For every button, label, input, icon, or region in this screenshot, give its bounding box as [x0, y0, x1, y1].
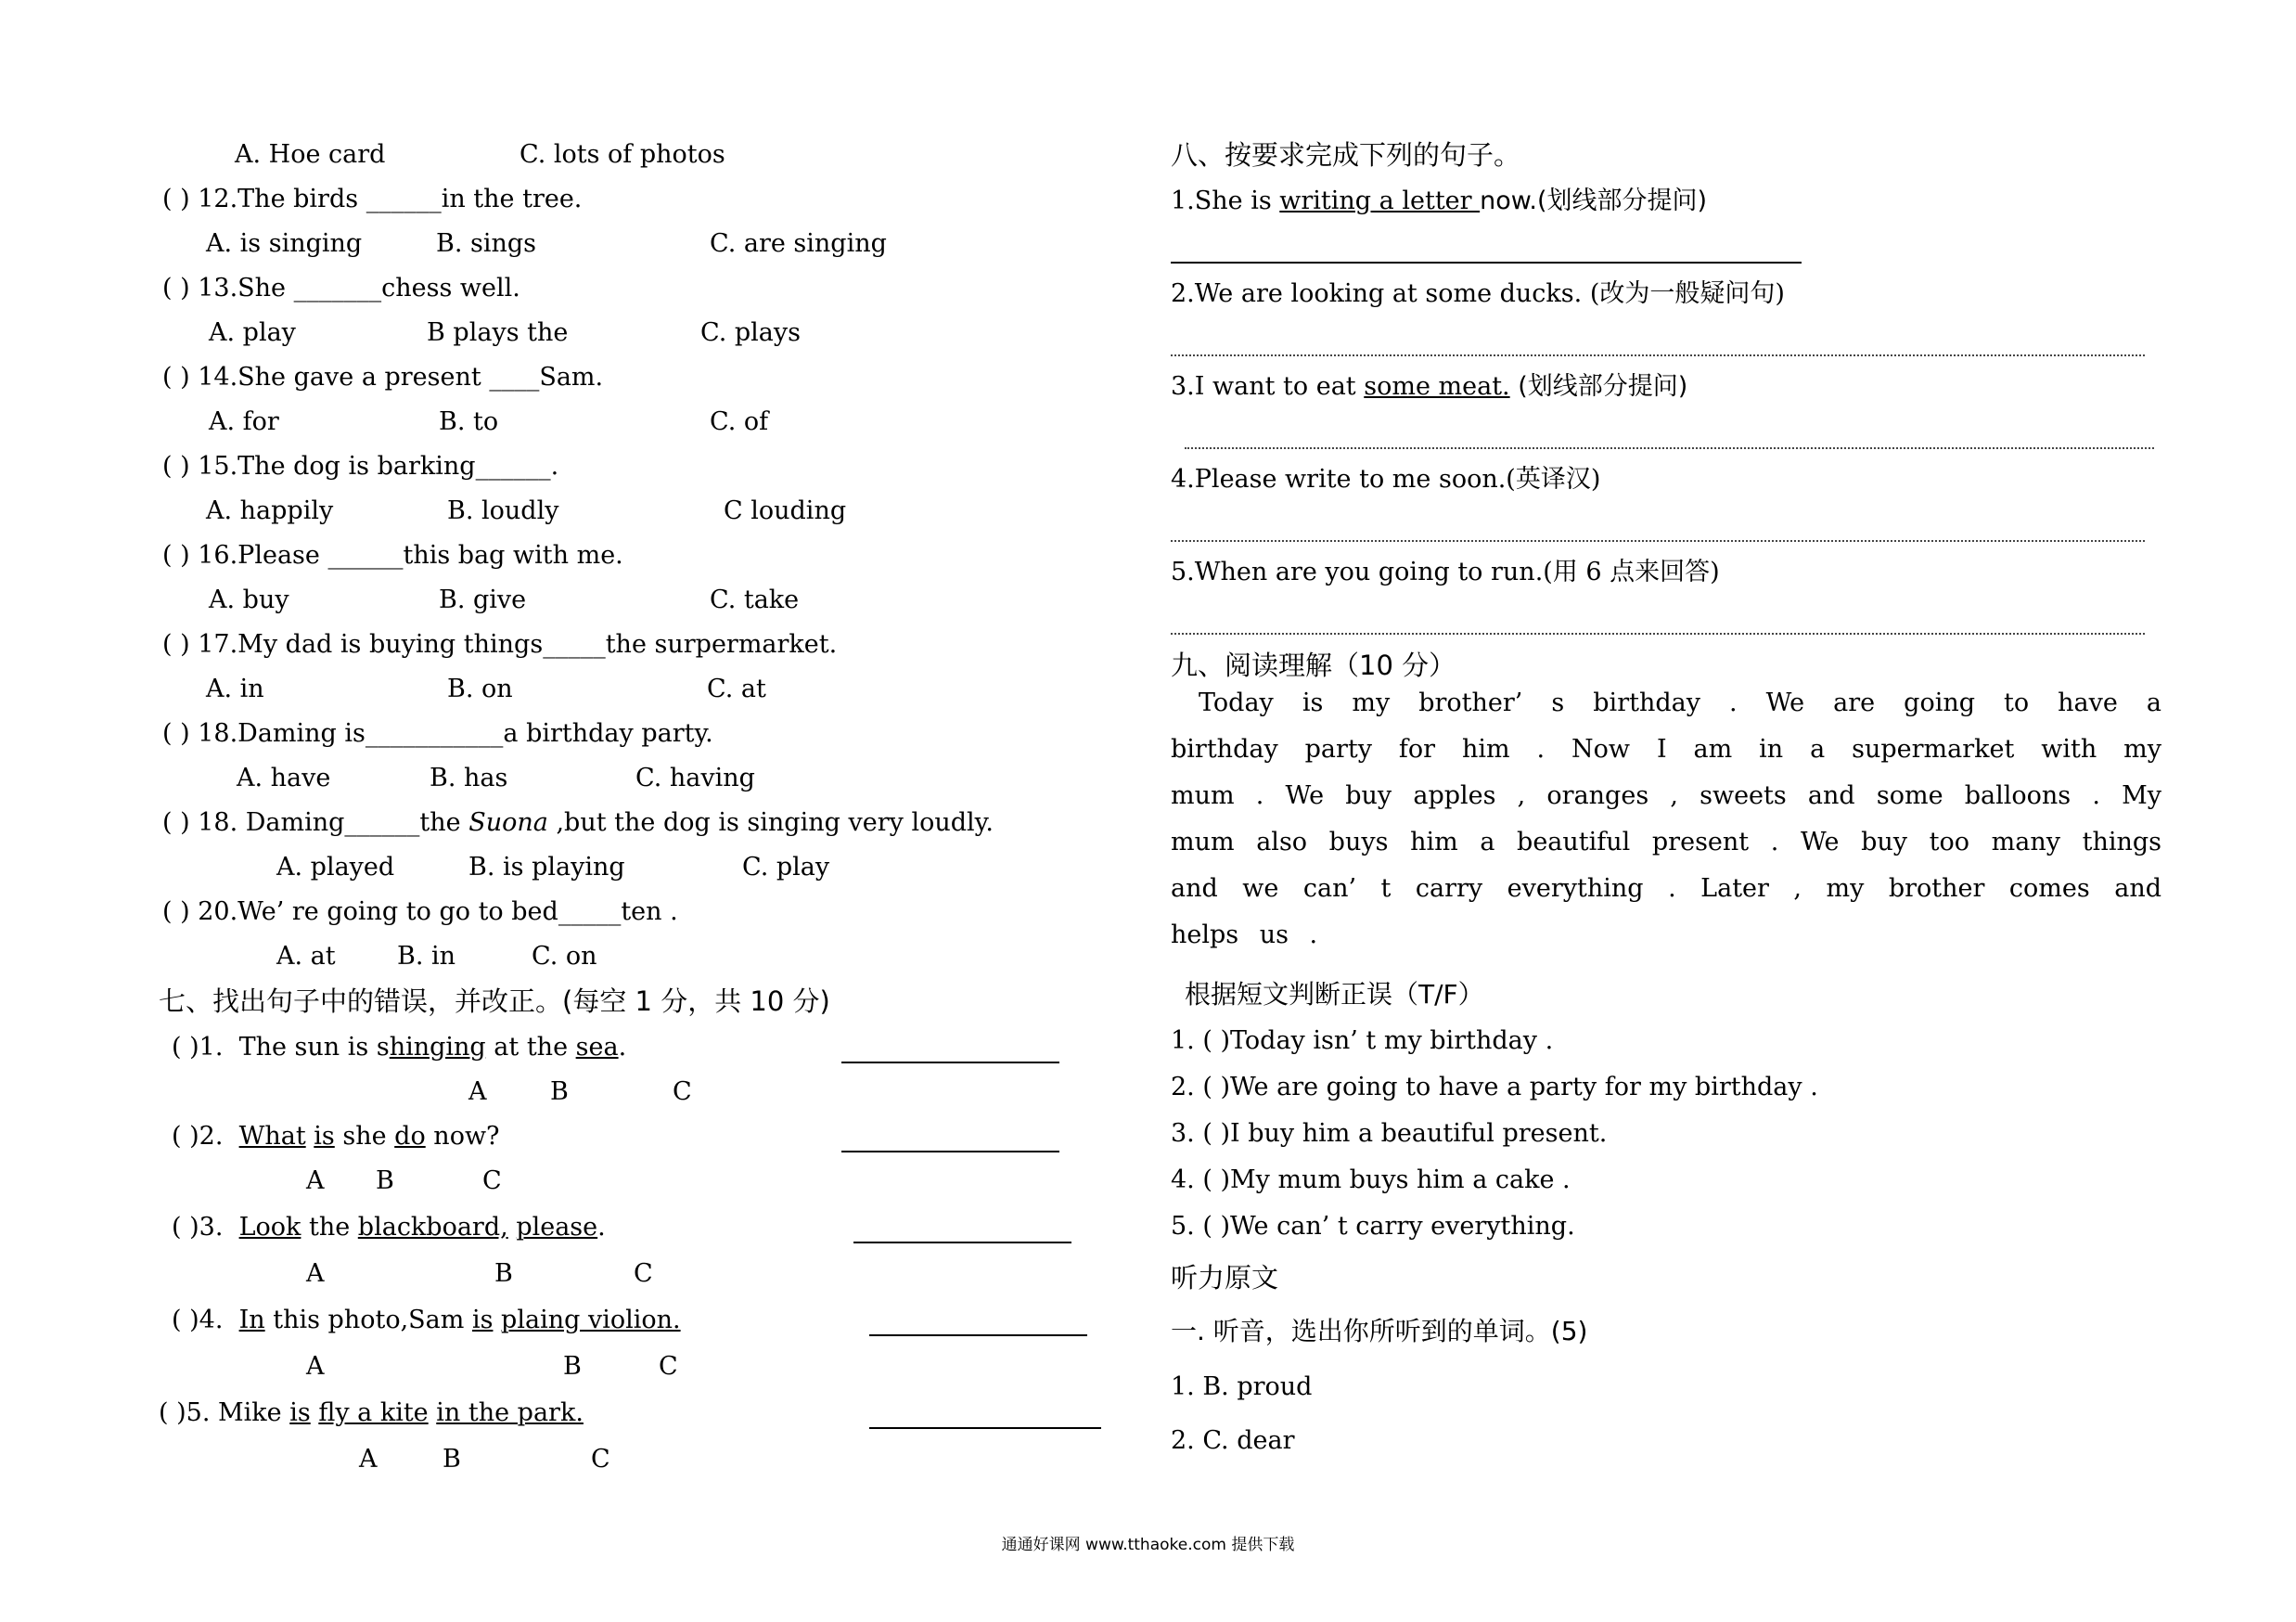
- item-number: ( )2.: [172, 1122, 224, 1151]
- part-label-c: C: [591, 1445, 610, 1474]
- sentence-text: the: [301, 1213, 358, 1242]
- question-14: [162, 362, 603, 393]
- underlined-part-c: sea: [575, 1033, 619, 1062]
- question-number: ( ) 13.: [162, 274, 238, 303]
- sentence-text: now?: [425, 1122, 500, 1151]
- q11-option-c: C. lots of photos: [519, 140, 725, 169]
- answer-line[interactable]: [853, 1242, 1071, 1243]
- question-number: ( ) 16.: [162, 541, 238, 570]
- option-b: B. is playing: [468, 853, 625, 882]
- underlined-part-a: hinging: [389, 1033, 486, 1062]
- task-1: [1171, 186, 1707, 217]
- underlined-part-b: is: [314, 1122, 335, 1151]
- option-c: C. are singing: [710, 229, 887, 258]
- question-number: ( ) 20.: [162, 897, 238, 926]
- question-text: in the tree.: [441, 185, 583, 213]
- option-c: C. at: [707, 675, 766, 703]
- question-text: We’ re going to go to bed: [237, 897, 558, 926]
- part-label-a: A: [306, 1352, 325, 1381]
- underlined-phrase: writing a letter: [1279, 187, 1481, 215]
- question-number: ( ) 17.: [162, 630, 238, 659]
- question-text: My dad is buying things: [237, 630, 544, 659]
- tf-item-1: 1. ( )Today isn’ t my birthday .: [1171, 1026, 1554, 1055]
- part-label-a: A: [468, 1077, 487, 1106]
- sentence-text: [429, 1398, 437, 1427]
- option-c: C. of: [710, 407, 769, 436]
- question-text: the surpermarket.: [605, 630, 838, 659]
- underlined-part-a: What: [238, 1122, 306, 1151]
- question-text: She gave a present: [237, 363, 490, 392]
- sentence-text: .: [597, 1213, 606, 1242]
- option-a: A. buy: [209, 586, 289, 614]
- task-instruction: (划线部分提问): [1509, 372, 1688, 401]
- underlined-part-c: in the park.: [436, 1398, 584, 1427]
- task-text: 1.She is: [1171, 187, 1280, 215]
- option-c: C. take: [710, 586, 800, 614]
- answer-line[interactable]: [869, 1427, 1101, 1429]
- question-text-italic: Suona: [468, 808, 548, 837]
- part-label-b: B: [443, 1445, 461, 1474]
- question-text: Please: [237, 541, 328, 570]
- underlined-part-c: do: [394, 1122, 426, 1151]
- option-c: C louding: [724, 496, 847, 525]
- error-item-4: [172, 1305, 681, 1336]
- answer-blank[interactable]: ______: [344, 808, 420, 837]
- question-number: ( ) 12.: [162, 185, 238, 213]
- task-5: 5.When are you going to run.(用 6 点来回答): [1171, 558, 1720, 586]
- answer-blank[interactable]: _____: [543, 630, 606, 659]
- part-label-b: B: [563, 1352, 582, 1381]
- option-b: B. to: [439, 407, 499, 436]
- section-8-title: 八、按要求完成下列的句子。: [1171, 139, 1521, 171]
- tf-item-3: 3. ( )I buy him a beautiful present.: [1171, 1119, 1608, 1148]
- part-label-c: C: [482, 1166, 502, 1195]
- option-a: A. play: [209, 318, 296, 347]
- underlined-part-b: fly a kite: [318, 1398, 429, 1427]
- true-false-title: 根据短文判断正误（T/F）: [1185, 979, 1484, 1010]
- listening-subtitle: 一. 听音，选出你所听到的单词。(5): [1171, 1316, 1588, 1346]
- answer-blank[interactable]: ____: [489, 363, 540, 392]
- item-number: ( )1.: [172, 1033, 224, 1062]
- error-item-5: [159, 1397, 584, 1429]
- answer-line[interactable]: [841, 1151, 1059, 1152]
- part-label-b: B: [376, 1166, 394, 1195]
- section-7-title: 七、找出句子中的错误，并改正。(每空 1 分，共 10 分): [159, 985, 830, 1017]
- option-c: C. having: [635, 764, 755, 792]
- answer-blank[interactable]: ______: [366, 185, 442, 213]
- question-number: ( ) 18.: [162, 719, 238, 748]
- option-b: B plays the: [427, 318, 569, 347]
- underlined-part-a: In: [238, 1306, 265, 1334]
- sentence-text: at the: [485, 1033, 576, 1062]
- question-12: [162, 184, 582, 215]
- answer-blank[interactable]: _____: [558, 897, 622, 926]
- question-text: a birthday party.: [503, 719, 713, 748]
- question-text: The birds: [237, 185, 366, 213]
- option-b: B. on: [447, 675, 513, 703]
- question-17: [162, 629, 837, 661]
- question-text: ten .: [621, 897, 678, 926]
- underlined-part-c: please: [516, 1213, 598, 1242]
- sentence-text: .: [618, 1033, 627, 1062]
- option-c: C. play: [742, 853, 830, 882]
- listening-title: 听力原文: [1171, 1262, 1279, 1294]
- option-a: A. in: [206, 675, 264, 703]
- reading-passage: Today is my brother’ s birthday . We are going to have a birthday party for him . Now I am in a supermarket with my mum . We buy apples , oranges , sweets and some balloons . My mum also buys him a beautiful present . We buy too many things and we can’ t carry everything . Later , my brother comes and helps us .: [1171, 689, 2161, 949]
- question-text: The dog is barking: [237, 452, 476, 481]
- question-text: this bag with me.: [403, 541, 623, 570]
- listening-item-1: 1. B. proud: [1171, 1372, 1313, 1401]
- sentence-text: she: [334, 1122, 395, 1151]
- answer-blank[interactable]: ______: [327, 541, 404, 570]
- part-label-a: A: [306, 1166, 325, 1195]
- item-number: ( )5.: [159, 1398, 211, 1427]
- part-label-a: A: [306, 1259, 325, 1288]
- question-number: ( ) 18.: [162, 808, 238, 837]
- item-number: ( )4.: [172, 1306, 224, 1334]
- option-a: A. at: [276, 942, 336, 971]
- question-20: [162, 896, 678, 928]
- underlined-part-a: Look: [238, 1213, 301, 1242]
- option-b: B. in: [397, 942, 456, 971]
- task-text: 3.I want to eat: [1171, 372, 1365, 401]
- option-b: B. sings: [436, 229, 537, 258]
- underlined-part-b: is: [471, 1306, 494, 1334]
- question-text: Sam.: [539, 363, 604, 392]
- q11-option-a: A. Hoe card: [235, 140, 386, 169]
- option-b: B. has: [430, 764, 508, 792]
- question-16: [162, 540, 623, 572]
- question-text: chess well.: [381, 274, 520, 303]
- task-3: [1171, 371, 1687, 403]
- tf-item-4: 4. ( )My mum buys him a cake .: [1171, 1165, 1571, 1194]
- answer-blank[interactable]: _______: [293, 274, 382, 303]
- section-9-title: 九、阅读理解（10 分）: [1171, 650, 1456, 681]
- underlined-phrase: some meat.: [1364, 372, 1510, 401]
- part-label-c: C: [673, 1077, 692, 1106]
- tf-item-5: 5. ( )We can’ t carry everything.: [1171, 1212, 1575, 1241]
- underlined-part-b: blackboard,: [357, 1213, 508, 1242]
- answer-line[interactable]: [841, 1062, 1059, 1063]
- answer-blank[interactable]: ___________: [365, 719, 504, 748]
- question-number: ( ) 15.: [162, 452, 238, 481]
- option-b: B. give: [439, 586, 527, 614]
- part-label-a: A: [359, 1445, 378, 1474]
- part-label-b: B: [494, 1259, 513, 1288]
- question-15: [162, 451, 558, 483]
- part-label-c: C: [634, 1259, 653, 1288]
- answer-line-3[interactable]: [1185, 447, 2154, 449]
- tf-item-2: 2. ( )We are going to have a party for my birthday .: [1171, 1073, 1818, 1101]
- question-19: [162, 807, 994, 839]
- error-item-3: [172, 1212, 606, 1243]
- option-a: A. for: [209, 407, 279, 436]
- question-18: [162, 718, 713, 750]
- option-a: A. is singing: [206, 229, 363, 258]
- answer-line-1[interactable]: [1171, 262, 1802, 264]
- underlined-part-c: plaing violion.: [501, 1306, 681, 1334]
- question-13: [162, 273, 520, 304]
- option-c: C. plays: [700, 318, 801, 347]
- part-label-c: C: [659, 1352, 678, 1381]
- question-text: the: [419, 808, 469, 837]
- question-text: Daming is: [237, 719, 366, 748]
- option-a: A. have: [237, 764, 331, 792]
- option-b: B. loudly: [447, 496, 559, 525]
- answer-line-5[interactable]: [1171, 633, 2145, 635]
- error-item-2: [172, 1121, 500, 1152]
- sentence-text: The sun is s: [238, 1033, 390, 1062]
- listening-item-2: 2. C. dear: [1171, 1426, 1295, 1455]
- sentence-text: this photo,Sam: [264, 1306, 472, 1334]
- task-2: 2.We are looking at some ducks. (改为一般疑问句): [1171, 279, 1785, 308]
- sentence-text: [306, 1122, 314, 1151]
- answer-line-4[interactable]: [1171, 540, 2145, 542]
- question-text: ,but the dog is singing very loudly.: [547, 808, 994, 837]
- page-footer: 通通好课网 www.tthaoke.com 提供下载: [1001, 1536, 1295, 1554]
- answer-line-2[interactable]: [1171, 354, 2145, 356]
- answer-blank[interactable]: ______: [475, 452, 551, 481]
- question-number: ( ) 14.: [162, 363, 238, 392]
- task-4: 4.Please write to me soon.(英译汉): [1171, 465, 1601, 494]
- question-text: She: [237, 274, 294, 303]
- sentence-text: [493, 1306, 501, 1334]
- underlined-part-a: is: [289, 1398, 311, 1427]
- part-label-b: B: [550, 1077, 569, 1106]
- option-a: A. happily: [206, 496, 334, 525]
- question-text: .: [550, 452, 559, 481]
- error-item-1: [172, 1032, 626, 1063]
- question-text: Daming: [237, 808, 345, 837]
- task-instruction: now.(划线部分提问): [1480, 187, 1708, 215]
- sentence-text: Mike: [218, 1398, 290, 1427]
- option-a: A. played: [276, 853, 395, 882]
- item-number: ( )3.: [172, 1213, 224, 1242]
- option-c: C. on: [532, 942, 597, 971]
- answer-line[interactable]: [869, 1334, 1087, 1336]
